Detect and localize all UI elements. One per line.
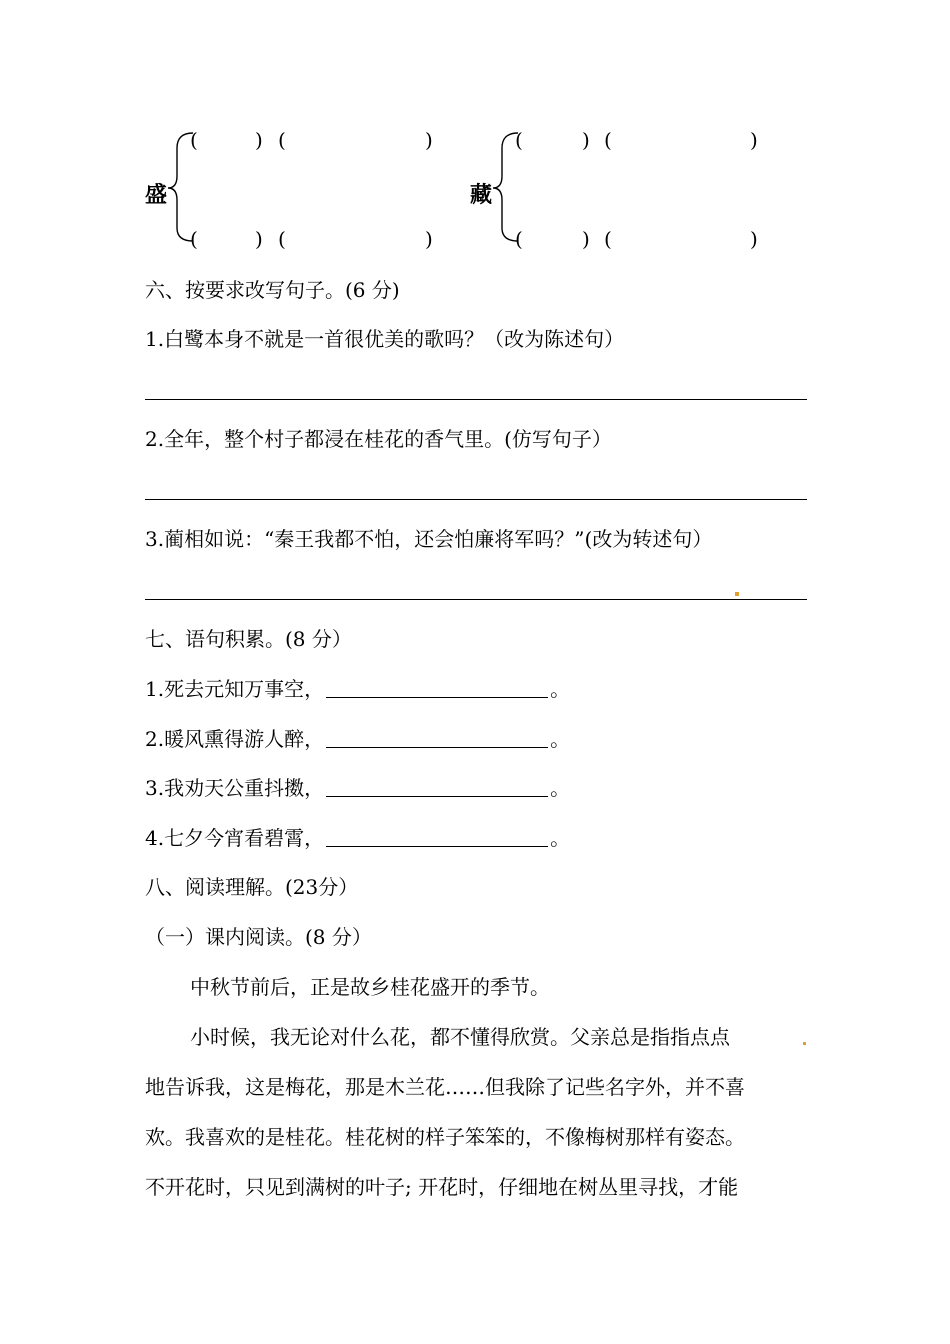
paren-close: ) — [582, 227, 590, 251]
recitation-suffix: 。 — [550, 776, 571, 800]
section-8-heading: 八、阅读理解。(23分） — [145, 875, 359, 899]
paren-open: ( — [604, 227, 612, 251]
paren-open: ( — [278, 227, 286, 251]
paren-open: ( — [515, 227, 523, 251]
recitation-blank[interactable] — [326, 729, 548, 748]
recitation-prompt: 4.七夕今宵看碧霄， — [145, 826, 325, 850]
section-8-subheading: （一）课内阅读。(8 分） — [145, 925, 372, 949]
section-6-question-1: 1.白鹭本身不就是一首很优美的歌吗？（改为陈述句） — [145, 327, 625, 351]
recitation-suffix: 。 — [550, 826, 571, 850]
recitation-blank[interactable] — [326, 778, 548, 797]
recitation-prompt: 3.我劝天公重抖擞， — [145, 776, 325, 800]
answer-line-1[interactable] — [145, 399, 807, 400]
passage-paragraph-1: 中秋节前后，正是故乡桂花盛开的季节。 — [190, 975, 550, 999]
paren-close: ) — [582, 128, 590, 152]
paren-close: ) — [255, 128, 263, 152]
bracket-char-sheng: 盛 — [145, 182, 168, 208]
recitation-prompt: 2.暖风熏得游人醉， — [145, 727, 325, 751]
section-7-heading: 七、语句积累。(8 分） — [145, 627, 352, 651]
paren-open: ( — [278, 128, 286, 152]
paren-open: ( — [190, 128, 198, 152]
paren-open: ( — [190, 227, 198, 251]
paren-open: ( — [515, 128, 523, 152]
paren-close: ) — [425, 128, 433, 152]
answer-line-2[interactable] — [145, 499, 807, 500]
passage-line: 小时候，我无论对什么花，都不懂得欣赏。父亲总是指指点点 — [190, 1025, 730, 1049]
section-6-heading: 六、按要求改写句子。(6 分) — [145, 278, 400, 302]
recitation-item — [145, 776, 570, 800]
recitation-item — [145, 826, 570, 850]
paren-close: ) — [255, 227, 263, 251]
answer-line-3[interactable] — [145, 599, 807, 600]
bracket-char-cang: 藏 — [470, 182, 493, 208]
section-6-question-2: 2.全年，整个村子都浸在桂花的香气里。(仿写句子） — [145, 427, 612, 451]
stray-mark — [735, 592, 739, 596]
paren-close: ) — [750, 128, 758, 152]
recitation-prompt: 1.死去元知万事空， — [145, 677, 325, 701]
section-6-question-3: 3.蔺相如说：“秦王我都不怕，还会怕廉将军吗？”(改为转述句） — [145, 527, 713, 551]
stray-mark — [803, 1042, 806, 1045]
recitation-suffix: 。 — [550, 677, 571, 701]
passage-line: 欢。我喜欢的是桂花。桂花树的样子笨笨的，不像梅树那样有姿态。 — [145, 1125, 745, 1149]
recitation-suffix: 。 — [550, 727, 571, 751]
paren-close: ) — [750, 227, 758, 251]
recitation-item — [145, 727, 570, 751]
passage-line: 地告诉我，这是梅花，那是木兰花……但我除了记些名字外，并不喜 — [145, 1075, 745, 1099]
recitation-item — [145, 677, 570, 701]
recitation-blank[interactable] — [326, 828, 548, 847]
passage-line: 不开花时，只见到满树的叶子; 开花时，仔细地在树丛里寻找，才能 — [145, 1175, 739, 1199]
paren-open: ( — [604, 128, 612, 152]
paren-close: ) — [425, 227, 433, 251]
recitation-blank[interactable] — [326, 679, 548, 698]
